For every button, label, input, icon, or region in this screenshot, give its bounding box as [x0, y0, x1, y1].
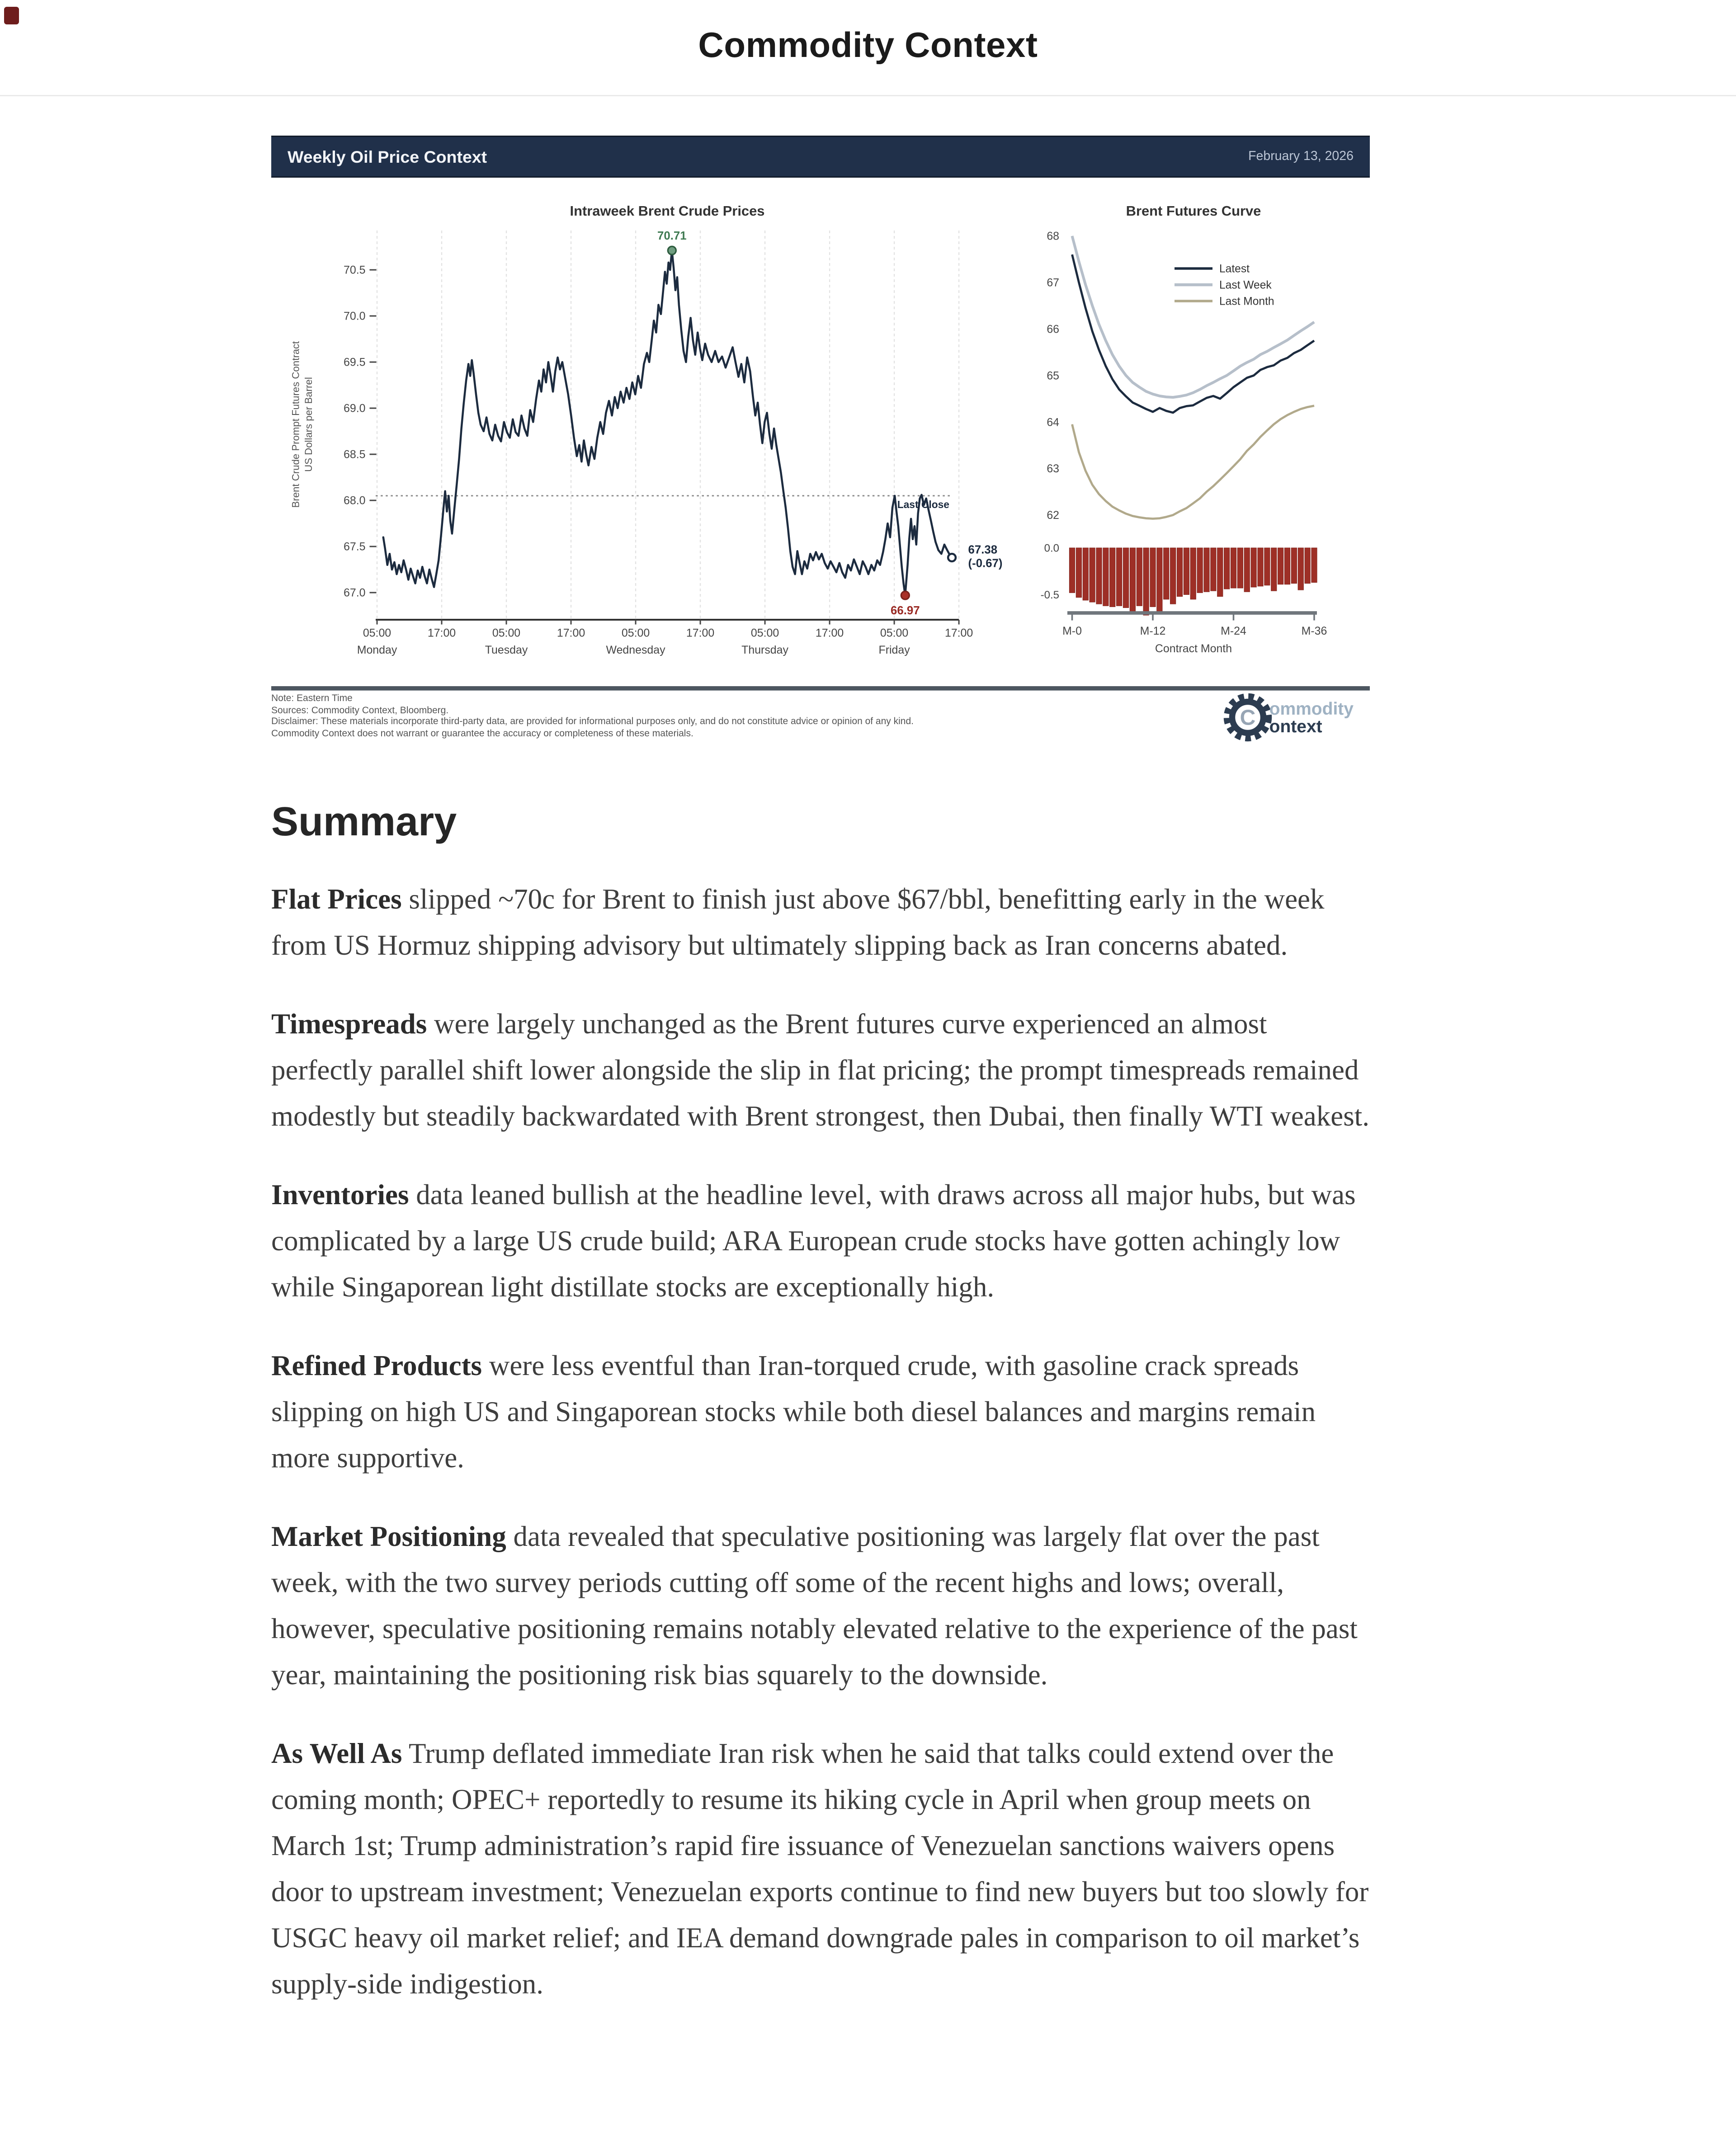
- svg-text:65: 65: [1047, 369, 1059, 382]
- svg-text:05:00: 05:00: [621, 626, 650, 640]
- summary-paragraphs: [271, 876, 1373, 2007]
- svg-text:68: 68: [1047, 230, 1059, 243]
- svg-text:M-12: M-12: [1140, 625, 1166, 637]
- brent-futures-curve-chart: [1047, 203, 1314, 522]
- svg-text:67.0: 67.0: [344, 586, 366, 599]
- svg-text:Brent Futures Curve: Brent Futures Curve: [1126, 203, 1261, 219]
- svg-text:Friday: Friday: [878, 644, 910, 656]
- svg-text:67: 67: [1047, 276, 1059, 289]
- svg-text:M-0: M-0: [1062, 625, 1082, 637]
- footnote-disclaimer: Disclaimer: These materials incorporate third-party data, are provided for informational purposes only, and do not constitute advice or opinion of any kind. Commodity Context does not warrant or guarantee the accuracy or completeness of these materials.: [271, 717, 914, 739]
- page-title: Commodity Context: [698, 24, 1038, 65]
- svg-text:67.5: 67.5: [344, 540, 366, 553]
- low-marker: [901, 591, 909, 599]
- summary-paragraph-lead: Refined Products: [271, 1349, 482, 1382]
- card-bottom-rule: [271, 686, 1370, 691]
- svg-text:05:00: 05:00: [880, 626, 909, 640]
- svg-text:Thursday: Thursday: [741, 644, 788, 656]
- header-divider: [0, 95, 1736, 96]
- svg-text:Contract Month: Contract Month: [1155, 642, 1232, 655]
- report-footnotes: [271, 694, 956, 741]
- svg-text:17:00: 17:00: [815, 626, 844, 640]
- svg-text:Wednesday: Wednesday: [606, 644, 665, 656]
- summary-paragraph-lead: As Well As: [271, 1737, 402, 1770]
- summary-heading: Summary: [271, 800, 457, 845]
- logo-line-2: ontext: [1269, 716, 1322, 736]
- screen-corner-artifact: [4, 7, 19, 24]
- gear-c-logo-icon: [1222, 692, 1274, 743]
- report-date: February 13, 2026: [1248, 149, 1354, 164]
- summary-paragraph-text: data revealed that speculative positioning was largely flat over the past week, with the two survey periods cutting off some of the recent highs and lows; overall, however, speculative positioning remains notably elevated relative to the experience of the past year, maintaining the positioning risk bias squarely to the downside.: [271, 1520, 1358, 1691]
- svg-text:Intraweek Brent Crude Prices: Intraweek Brent Crude Prices: [570, 203, 765, 219]
- report-footer: [271, 694, 1370, 743]
- svg-text:05:00: 05:00: [492, 626, 521, 640]
- report-title: Weekly Oil Price Context: [288, 147, 487, 166]
- summary-paragraph: [271, 1001, 1373, 1139]
- summary-paragraph-lead: Inventories: [271, 1178, 409, 1211]
- svg-text:05:00: 05:00: [363, 626, 392, 640]
- footnote-note: Note: Eastern Time: [271, 694, 353, 704]
- high-marker: [668, 246, 676, 254]
- svg-text:64: 64: [1047, 416, 1059, 429]
- svg-text:Last Month: Last Month: [1219, 295, 1274, 308]
- svg-text:69.0: 69.0: [344, 402, 366, 415]
- svg-text:66: 66: [1047, 323, 1059, 336]
- svg-text:M-36: M-36: [1301, 625, 1327, 637]
- svg-text:69.5: 69.5: [344, 356, 366, 369]
- close-change-label: (-0.67): [968, 557, 1003, 570]
- svg-text:Last Close: Last Close: [897, 498, 949, 510]
- summary-paragraph-lead: Flat Prices: [271, 883, 402, 915]
- logo-line-1: ommodity: [1269, 698, 1354, 719]
- svg-text:17:00: 17:00: [557, 626, 585, 640]
- report-header-bar: [271, 136, 1370, 178]
- summary-paragraph-text: were less eventful than Iran-torqued crude, with gasoline crack spreads slipping on high US and Singaporean stocks while both diesel balances and margins remain more supportive.: [271, 1349, 1316, 1474]
- svg-text:0.0: 0.0: [1044, 542, 1059, 555]
- timespread-bars: [1041, 542, 1327, 655]
- logo-letter: C: [1240, 706, 1255, 730]
- summary-paragraph-lead: Market Positioning: [271, 1520, 506, 1553]
- svg-text:05:00: 05:00: [750, 626, 779, 640]
- footnote-sources: Sources: Commodity Context, Bloomberg.: [271, 706, 449, 716]
- summary-section: [271, 800, 1373, 2040]
- summary-paragraph-text: were largely unchanged as the Brent futures curve experienced an almost perfectly parallel shift lower alongside the slip in flat pricing; the prompt timespreads remained modestly but steadily backwardated with Brent strongest, then Dubai, then finally WTI weakest.: [271, 1008, 1370, 1132]
- svg-text:63: 63: [1047, 462, 1059, 476]
- intraweek-brent-chart: [290, 203, 1003, 656]
- svg-text:17:00: 17:00: [427, 626, 456, 640]
- weekly-oil-report-card: [271, 136, 1370, 743]
- high-label: 70.71: [657, 230, 687, 243]
- commodity-context-logo: [1222, 692, 1354, 743]
- svg-text:Brent Crude Prompt Futures Con: Brent Crude Prompt Futures Contract: [290, 341, 302, 508]
- summary-paragraph: [271, 1172, 1373, 1310]
- summary-paragraph-text: slipped ~70c for Brent to finish just above $67/bbl, benefitting early in the week from US Hormuz shipping advisory but ultimately slipping back as Iran concerns abated.: [271, 883, 1325, 961]
- summary-paragraph: [271, 1730, 1373, 2007]
- close-label: 67.38: [968, 543, 998, 556]
- svg-text:US Dollars per Barrel: US Dollars per Barrel: [303, 377, 314, 472]
- summary-paragraph: [271, 1342, 1373, 1481]
- svg-text:-0.5: -0.5: [1040, 589, 1059, 601]
- svg-text:68.0: 68.0: [344, 494, 366, 507]
- svg-text:17:00: 17:00: [686, 626, 715, 640]
- summary-paragraph: [271, 1513, 1373, 1698]
- summary-paragraph-text: data leaned bullish at the headline level, with draws across all major hubs, but was complicated by a large US crude build; ARA European crude stocks have gotten achingly low while Singaporean light distillate stocks are exceptionally high.: [271, 1178, 1356, 1303]
- summary-paragraph-lead: Timespreads: [271, 1008, 427, 1040]
- svg-text:70.0: 70.0: [344, 310, 366, 323]
- svg-text:Latest: Latest: [1219, 263, 1250, 275]
- svg-text:M-24: M-24: [1221, 625, 1246, 637]
- svg-text:Monday: Monday: [357, 644, 397, 656]
- close-marker: [948, 554, 956, 561]
- svg-text:Tuesday: Tuesday: [485, 644, 528, 656]
- low-label: 66.97: [891, 604, 920, 617]
- summary-paragraph: [271, 876, 1373, 968]
- svg-text:17:00: 17:00: [944, 626, 973, 640]
- svg-text:68.5: 68.5: [344, 448, 366, 461]
- logo-wordmark: [1269, 700, 1354, 735]
- svg-text:70.5: 70.5: [344, 264, 366, 277]
- summary-paragraph-text: Trump deflated immediate Iran risk when he said that talks could extend over the coming month; OPEC+ reportedly to resume its hiking cycle in April when group meets on March 1st; Trump administration’s rapid fire issuance of Venezuelan sanctions waivers opens door to upstream investment; Venezuelan exports continue to find new buyers but too slowly for USGC heavy oil market relief; and IEA demand downgrade pales in comparison to oil market’s supply-side indigestion.: [271, 1737, 1369, 2000]
- svg-text:Last Week: Last Week: [1219, 279, 1272, 292]
- svg-text:62: 62: [1047, 509, 1059, 522]
- weekly-oil-price-chart: [271, 178, 1370, 692]
